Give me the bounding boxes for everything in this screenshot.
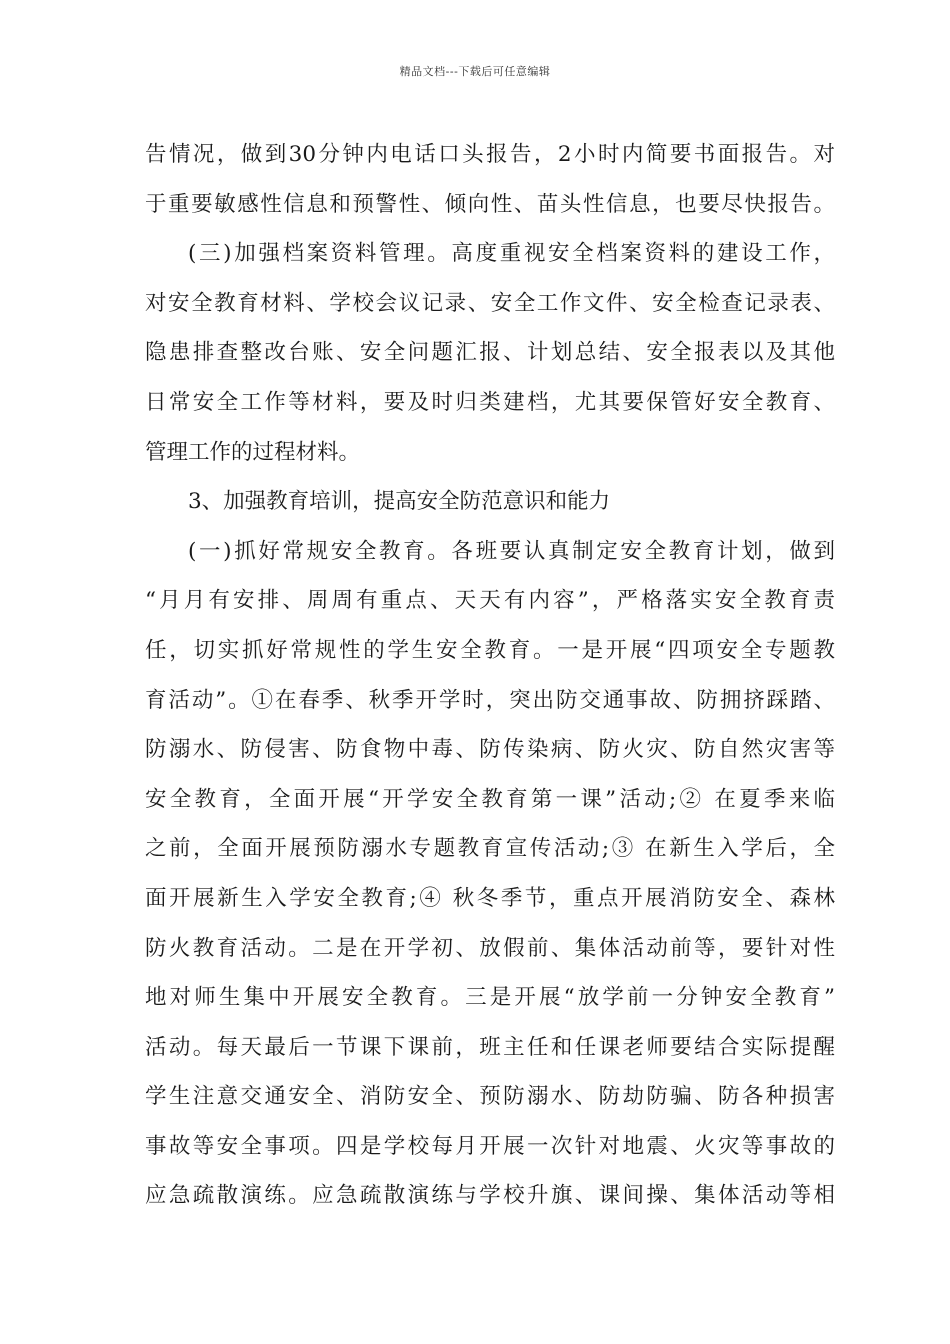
paragraph-line: (三)加强档案资料管理。高度重视安全档案资料的建设工作， bbox=[188, 241, 835, 267]
paragraph-line: 防溺水、防侵害、防食物中毒、防传染病、防火灾、防自然灾害等 bbox=[145, 737, 835, 763]
document-body bbox=[145, 130, 835, 1221]
paragraph-line: 任，切实抓好常规性的学生安全教育。一是开展“四项安全专题教 bbox=[145, 637, 835, 663]
paragraph-line: 地对师生集中开展安全教育。三是开展“放学前一分钟安全教育” bbox=[145, 985, 835, 1011]
paragraph-line: 管理工作的过程材料。 bbox=[145, 439, 361, 465]
page-header: 精品文档---下载后可任意编辑 bbox=[399, 65, 551, 78]
paragraph-line: 于重要敏感性信息和预警性、倾向性、苗头性信息，也要尽快报告。 bbox=[145, 191, 835, 217]
paragraph-line: 防火教育活动。二是在开学初、放假前、集体活动前等，要针对性 bbox=[145, 935, 835, 961]
paragraph-line: 告情况，做到30分钟内电话口头报告，2小时内简要书面报告。对 bbox=[145, 142, 835, 167]
paragraph-line: 事故等安全事项。四是学校每月开展一次针对地震、火灾等事故的 bbox=[145, 1133, 835, 1159]
paragraph-line: (一)抓好常规安全教育。各班要认真制定安全教育计划，做到 bbox=[188, 538, 835, 564]
paragraph-line: “月月有安排、周周有重点、天天有内容”，严格落实安全教育责 bbox=[145, 588, 835, 614]
paragraph-line: 面开展新生入学安全教育;④ 秋冬季节，重点开展消防安全、森林 bbox=[145, 885, 835, 911]
paragraph-line: 日常安全工作等材料，要及时归类建档，尤其要保管好安全教育、 bbox=[145, 389, 835, 415]
paragraph-line: 活动。每天最后一节课下课前，班主任和任课老师要结合实际提醒 bbox=[145, 1034, 835, 1060]
paragraph-line: 应急疏散演练。应急疏散演练与学校升旗、课间操、集体活动等相 bbox=[145, 1183, 835, 1209]
section-heading: 3、加强教育培训，提高安全防范意识和能力 bbox=[188, 489, 611, 515]
paragraph-line: 隐患排查整改台账、安全问题汇报、计划总结、安全报表以及其他 bbox=[145, 340, 835, 366]
paragraph-line: 之前，全面开展预防溺水专题教育宣传活动;③ 在新生入学后，全 bbox=[145, 836, 835, 862]
paragraph-line: 学生注意交通安全、消防安全、预防溺水、防劫防骗、防各种损害 bbox=[145, 1084, 835, 1110]
paragraph-line: 对安全教育材料、学校会议记录、安全工作文件、安全检查记录表、 bbox=[145, 290, 835, 316]
paragraph-line: 育活动”。①在春季、秋季开学时，突出防交通事故、防拥挤踩踏、 bbox=[145, 687, 835, 713]
paragraph-line: 安全教育，全面开展“开学安全教育第一课”活动;② 在夏季来临 bbox=[145, 786, 835, 812]
